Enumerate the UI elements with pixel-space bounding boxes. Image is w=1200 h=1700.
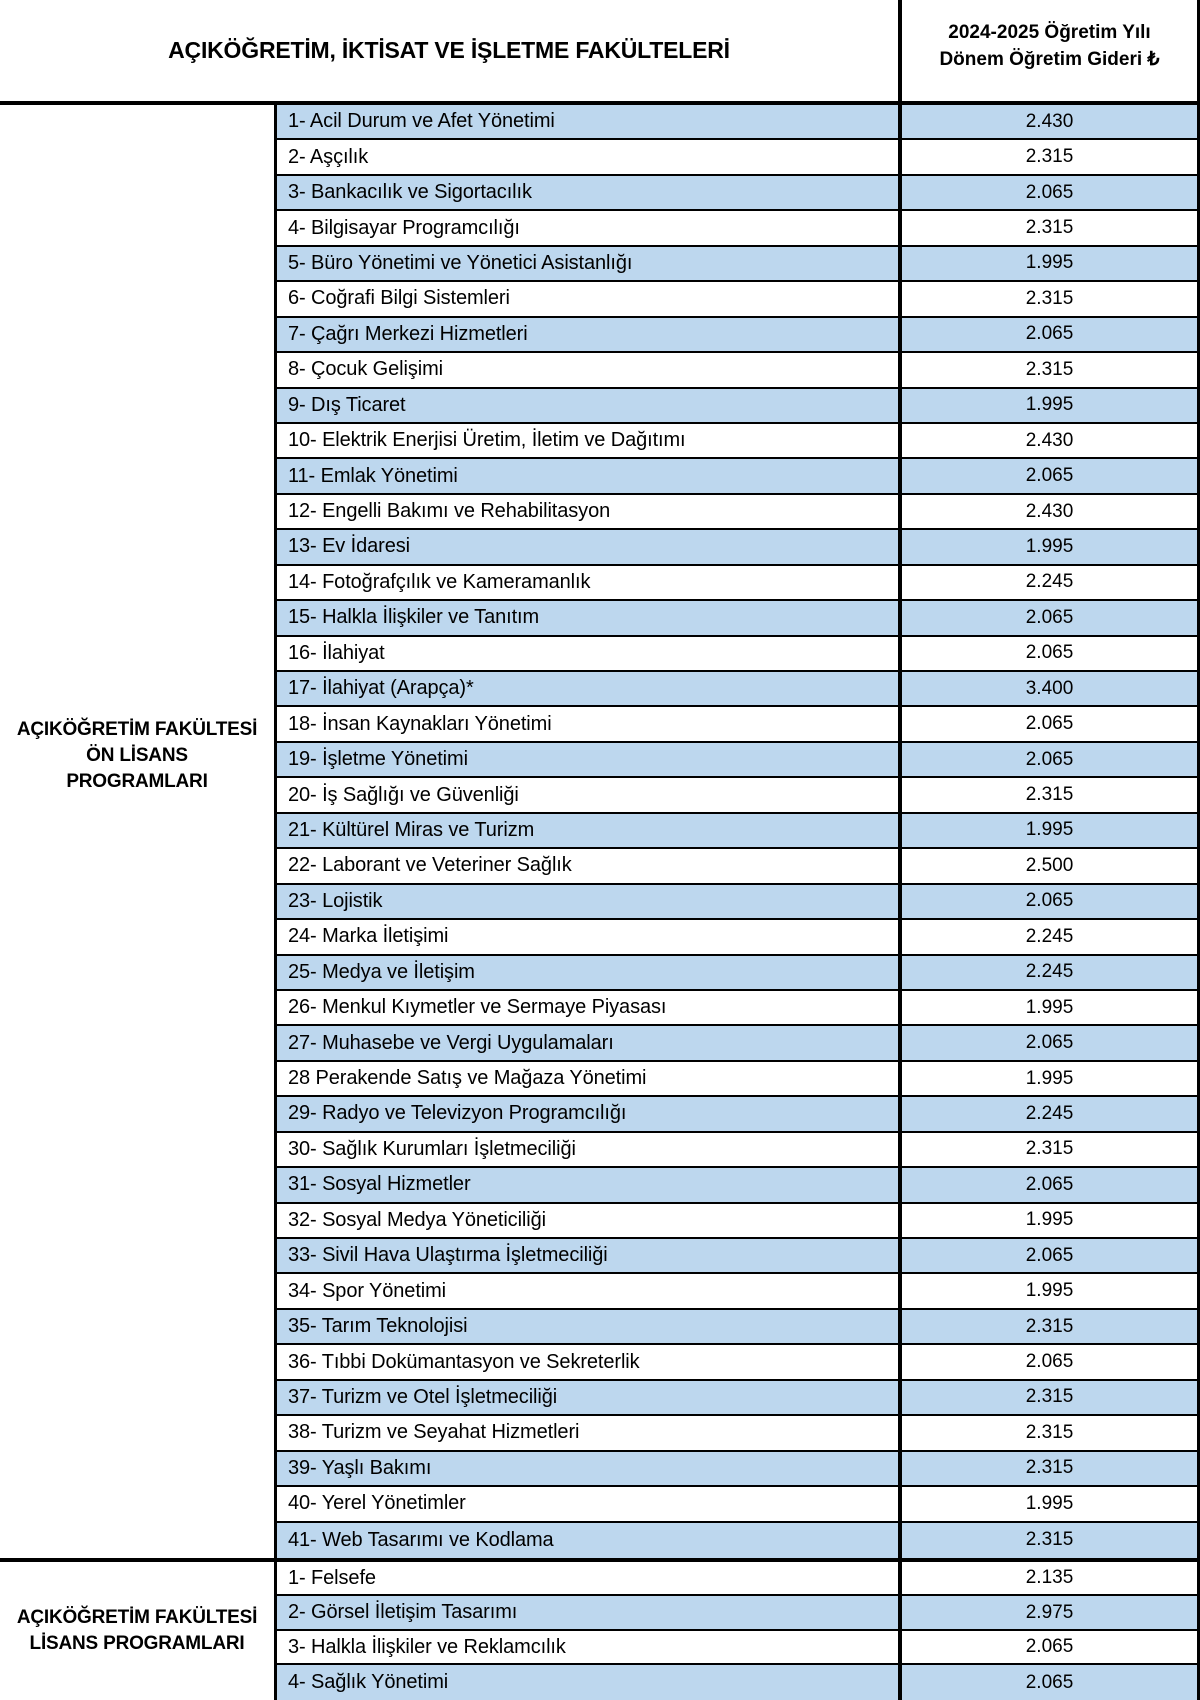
fee-value: 3.400 [1025, 677, 1074, 699]
table-row [277, 318, 1200, 353]
fee-cell [902, 282, 1200, 315]
fee-value: 1.995 [1025, 252, 1074, 274]
program-name: 30- Sağlık Kurumları İşletmeciliği [288, 1137, 576, 1160]
program-cell [277, 1416, 902, 1449]
table-row [277, 495, 1200, 530]
program-name: 12- Engelli Bakımı ve Rehabilitasyon [288, 500, 611, 523]
program-cell [277, 637, 902, 670]
program-cell [277, 566, 902, 599]
program-name: 38- Turizm ve Seyahat Hizmetleri [288, 1421, 580, 1444]
program-name: 37- Turizm ve Otel İşletmeciliği [288, 1385, 558, 1408]
table-row [277, 176, 1200, 211]
fee-cell [902, 672, 1200, 705]
fee-cell [902, 920, 1200, 953]
program-name: 34- Spor Yönetimi [288, 1279, 447, 1302]
program-name: 2- Aşçılık [288, 145, 369, 168]
fee-column-header-line1: 2024-2025 Öğretim Yılı [948, 21, 1151, 43]
fee-cell [902, 1026, 1200, 1059]
fee-cell [902, 1381, 1200, 1414]
program-name: 4- Sağlık Yönetimi [288, 1671, 449, 1694]
fee-cell [902, 530, 1200, 563]
fee-value: 2.315 [1025, 1529, 1074, 1551]
table-row [277, 1168, 1200, 1203]
program-cell [277, 991, 902, 1024]
table-row [277, 601, 1200, 636]
fee-cell [902, 211, 1200, 244]
table-row [277, 991, 1200, 1026]
program-cell [277, 1523, 902, 1558]
table-row [277, 282, 1200, 317]
table-row [277, 1452, 1200, 1487]
program-name: 22- Laborant ve Veteriner Sağlık [288, 854, 572, 877]
program-cell [277, 778, 902, 811]
table-row [277, 247, 1200, 282]
program-name: 5- Büro Yönetimi ve Yönetici Asistanlığı [288, 251, 633, 274]
fee-cell [902, 176, 1200, 209]
table-row [277, 1487, 1200, 1522]
program-cell [277, 1345, 902, 1378]
program-cell [277, 353, 902, 386]
program-cell [277, 601, 902, 634]
fee-cell [902, 1168, 1200, 1201]
table-row [277, 1381, 1200, 1416]
fee-value: 2.135 [1025, 1567, 1074, 1589]
fee-cell [902, 424, 1200, 457]
fee-cell [902, 601, 1200, 634]
program-name: 35- Tarım Teknolojisi [288, 1315, 468, 1338]
fee-cell [902, 956, 1200, 989]
fee-cell [902, 389, 1200, 422]
fee-value: 2.065 [1025, 713, 1074, 735]
fee-cell [902, 1345, 1200, 1378]
table-body [0, 105, 1200, 1700]
table-row [277, 1310, 1200, 1345]
program-name: 20- İş Sağlığı ve Güvenliği [288, 783, 519, 806]
program-name: 13- Ev İdaresi [288, 535, 410, 558]
fee-value: 2.430 [1025, 110, 1074, 132]
program-cell [277, 743, 902, 776]
program-cell [277, 1487, 902, 1520]
fee-column-header [902, 0, 1200, 101]
program-name: 8- Çocuk Gelişimi [288, 358, 443, 381]
fee-cell [902, 140, 1200, 173]
table-row [277, 1523, 1200, 1558]
program-name: 17- İlahiyat (Arapça)* [288, 677, 474, 700]
fee-value: 2.065 [1025, 181, 1074, 203]
fee-value: 2.315 [1025, 358, 1074, 380]
program-name: 28 Perakende Satış ve Mağaza Yönetimi [288, 1067, 647, 1090]
fee-cell [902, 1310, 1200, 1343]
program-cell [277, 176, 902, 209]
program-name: 33- Sivil Hava Ulaştırma İşletmeciliği [288, 1244, 608, 1267]
table-row [277, 353, 1200, 388]
program-cell [277, 920, 902, 953]
fee-cell [902, 1631, 1200, 1664]
fee-value: 1.995 [1025, 996, 1074, 1018]
program-cell [277, 956, 902, 989]
program-cell [277, 1062, 902, 1095]
fee-value: 2.245 [1025, 1102, 1074, 1124]
program-cell [277, 849, 902, 882]
faculty-section-label: AÇIKÖĞRETİM FAKÜLTESİ ÖN LİSANS PROGRAMLARI [16, 719, 258, 792]
table-row [277, 814, 1200, 849]
fee-value: 1.995 [1025, 1280, 1074, 1302]
program-cell [277, 424, 902, 457]
table-row [277, 1562, 1200, 1597]
fee-cell [902, 1239, 1200, 1272]
fee-value: 2.315 [1025, 1457, 1074, 1479]
fee-cell [902, 1665, 1200, 1700]
table-row [277, 1631, 1200, 1666]
table-row [277, 1665, 1200, 1700]
table-row [277, 1062, 1200, 1097]
program-name: 25- Medya ve İletişim [288, 960, 475, 983]
program-name: 14- Fotoğrafçılık ve Kameramanlık [288, 570, 591, 593]
program-rows [277, 105, 1200, 1558]
program-name: 27- Muhasebe ve Vergi Uygulamaları [288, 1031, 614, 1054]
program-name: 7- Çağrı Merkezi Hizmetleri [288, 322, 528, 345]
table-row [277, 637, 1200, 672]
fee-value: 2.500 [1025, 854, 1074, 876]
table-row [277, 707, 1200, 742]
fee-cell [902, 991, 1200, 1024]
table-row [277, 566, 1200, 601]
program-name: 1- Acil Durum ve Afet Yönetimi [288, 110, 555, 133]
program-name: 3- Halkla İlişkiler ve Reklamcılık [288, 1635, 566, 1658]
fee-value: 2.065 [1025, 1173, 1074, 1195]
fee-value: 2.315 [1025, 784, 1074, 806]
fee-value: 2.315 [1025, 1315, 1074, 1337]
program-rows [277, 1562, 1200, 1700]
fee-cell [902, 566, 1200, 599]
table-row [277, 1239, 1200, 1274]
fee-cell [902, 1452, 1200, 1485]
table-row [277, 1274, 1200, 1309]
fee-cell [902, 1416, 1200, 1449]
faculty-section-label-cell [0, 1562, 277, 1700]
program-name: 26- Menkul Kıymetler ve Sermaye Piyasası [288, 996, 667, 1019]
fee-value: 2.065 [1025, 465, 1074, 487]
fee-value: 2.315 [1025, 1421, 1074, 1443]
program-name: 18- İnsan Kaynakları Yönetimi [288, 712, 552, 735]
program-cell [277, 1133, 902, 1166]
program-name: 21- Kültürel Miras ve Turizm [288, 818, 535, 841]
fee-value: 1.995 [1025, 1209, 1074, 1231]
table-row [277, 424, 1200, 459]
fee-cell [902, 814, 1200, 847]
program-cell [277, 1631, 902, 1664]
program-name: 31- Sosyal Hizmetler [288, 1173, 471, 1196]
page-title: AÇIKÖĞRETİM, İKTİSAT VE İŞLETME FAKÜLTELERİ [168, 37, 730, 63]
fee-value: 2.315 [1025, 217, 1074, 239]
program-cell [277, 530, 902, 563]
table-row [277, 1416, 1200, 1451]
table-header [0, 0, 1200, 105]
fee-value: 2.065 [1025, 1636, 1074, 1658]
program-cell [277, 1204, 902, 1237]
program-cell [277, 459, 902, 492]
table-row [277, 743, 1200, 778]
program-name: 9- Dış Ticaret [288, 393, 406, 416]
program-name: 6- Coğrafi Bilgi Sistemleri [288, 287, 510, 310]
program-name: 4- Bilgisayar Programcılığı [288, 216, 520, 239]
fee-value: 2.315 [1025, 1138, 1074, 1160]
faculty-section [0, 105, 1200, 1558]
fee-cell [902, 778, 1200, 811]
fee-value: 1.995 [1025, 394, 1074, 416]
program-cell [277, 814, 902, 847]
fee-cell [902, 849, 1200, 882]
fee-cell [902, 1062, 1200, 1095]
fee-cell [902, 1204, 1200, 1237]
table-row [277, 140, 1200, 175]
fee-value: 2.315 [1025, 146, 1074, 168]
fee-cell [902, 743, 1200, 776]
fee-value: 2.245 [1025, 571, 1074, 593]
program-name: 36- Tıbbi Dokümantasyon ve Sekreterlik [288, 1350, 640, 1373]
program-cell [277, 140, 902, 173]
fee-value: 2.065 [1025, 323, 1074, 345]
table-row [277, 105, 1200, 140]
fee-cell [902, 707, 1200, 740]
fee-value: 2.065 [1025, 1671, 1074, 1693]
faculty-section-label: AÇIKÖĞRETİM FAKÜLTESİ LİSANS PROGRAMLARI [16, 1606, 258, 1654]
table-row [277, 211, 1200, 246]
fee-value: 2.245 [1025, 925, 1074, 947]
table-row [277, 672, 1200, 707]
table-row [277, 1097, 1200, 1132]
fee-cell [902, 885, 1200, 918]
program-cell [277, 672, 902, 705]
program-name: 32- Sosyal Medya Yöneticiliği [288, 1208, 546, 1231]
fee-value: 2.315 [1025, 1386, 1074, 1408]
fee-value: 2.430 [1025, 429, 1074, 451]
program-name: 40- Yerel Yönetimler [288, 1492, 466, 1515]
fee-cell [902, 105, 1200, 138]
program-name: 11- Emlak Yönetimi [288, 464, 458, 487]
program-cell [277, 105, 902, 138]
program-cell [277, 211, 902, 244]
program-cell [277, 282, 902, 315]
table-row [277, 459, 1200, 494]
fee-value: 2.315 [1025, 287, 1074, 309]
fee-value: 2.065 [1025, 890, 1074, 912]
fee-value: 2.065 [1025, 748, 1074, 770]
program-name: 1- Felsefe [288, 1566, 376, 1589]
fee-cell [902, 637, 1200, 670]
table-row [277, 530, 1200, 565]
table-row [277, 1596, 1200, 1631]
fee-value: 2.975 [1025, 1601, 1074, 1623]
program-name: 16- İlahiyat [288, 641, 385, 664]
table-row [277, 1204, 1200, 1239]
program-cell [277, 885, 902, 918]
fee-cell [902, 353, 1200, 386]
header-title-cell [0, 0, 902, 101]
fee-cell [902, 1097, 1200, 1130]
program-cell [277, 1596, 902, 1629]
table-row [277, 920, 1200, 955]
table-row [277, 389, 1200, 424]
program-name: 2- Görsel İletişim Tasarımı [288, 1601, 518, 1624]
fee-value: 1.995 [1025, 1492, 1074, 1514]
program-cell [277, 1562, 902, 1595]
table-row [277, 849, 1200, 884]
fee-value: 2.065 [1025, 606, 1074, 628]
fee-cell [902, 1133, 1200, 1166]
fee-cell [902, 318, 1200, 351]
program-name: 41- Web Tasarımı ve Kodlama [288, 1528, 554, 1551]
program-name: 39- Yaşlı Bakımı [288, 1456, 432, 1479]
program-cell [277, 1274, 902, 1307]
fee-value: 2.065 [1025, 642, 1074, 664]
fee-column-header-line2: Dönem Öğretim Gideri ₺ [939, 48, 1160, 70]
program-cell [277, 1026, 902, 1059]
fee-value: 1.995 [1025, 1067, 1074, 1089]
fee-value: 2.245 [1025, 961, 1074, 983]
program-cell [277, 1452, 902, 1485]
program-name: 10- Elektrik Enerjisi Üretim, İletim ve Dağıtımı [288, 429, 686, 452]
fee-value: 2.065 [1025, 1351, 1074, 1373]
program-cell [277, 1168, 902, 1201]
table-row [277, 778, 1200, 813]
fee-cell [902, 1562, 1200, 1595]
program-cell [277, 247, 902, 280]
program-cell [277, 318, 902, 351]
fee-cell [902, 1523, 1200, 1558]
table-row [277, 1026, 1200, 1061]
fee-value: 1.995 [1025, 535, 1074, 557]
program-cell [277, 1310, 902, 1343]
program-name: 29- Radyo ve Televizyon Programcılığı [288, 1102, 627, 1125]
program-cell [277, 495, 902, 528]
program-name: 23- Lojistik [288, 889, 383, 912]
fee-cell [902, 1487, 1200, 1520]
faculty-section-label-cell [0, 105, 277, 1558]
table-row [277, 956, 1200, 991]
fee-value: 1.995 [1025, 819, 1074, 841]
fee-cell [902, 495, 1200, 528]
program-cell [277, 1239, 902, 1272]
program-cell [277, 1665, 902, 1700]
fee-cell [902, 459, 1200, 492]
fee-value: 2.065 [1025, 1032, 1074, 1054]
program-cell [277, 1381, 902, 1414]
fee-value: 2.430 [1025, 500, 1074, 522]
table-row [277, 1345, 1200, 1380]
fee-cell [902, 1274, 1200, 1307]
fee-value: 2.065 [1025, 1244, 1074, 1266]
table-row [277, 1133, 1200, 1168]
program-name: 15- Halkla İlişkiler ve Tanıtım [288, 606, 540, 629]
table-row [277, 885, 1200, 920]
faculty-section [0, 1558, 1200, 1700]
program-cell [277, 1097, 902, 1130]
program-name: 19- İşletme Yönetimi [288, 748, 468, 771]
fee-cell [902, 1596, 1200, 1629]
program-cell [277, 389, 902, 422]
fee-cell [902, 247, 1200, 280]
program-cell [277, 707, 902, 740]
program-name: 24- Marka İletişimi [288, 925, 449, 948]
program-name: 3- Bankacılık ve Sigortacılık [288, 181, 532, 204]
